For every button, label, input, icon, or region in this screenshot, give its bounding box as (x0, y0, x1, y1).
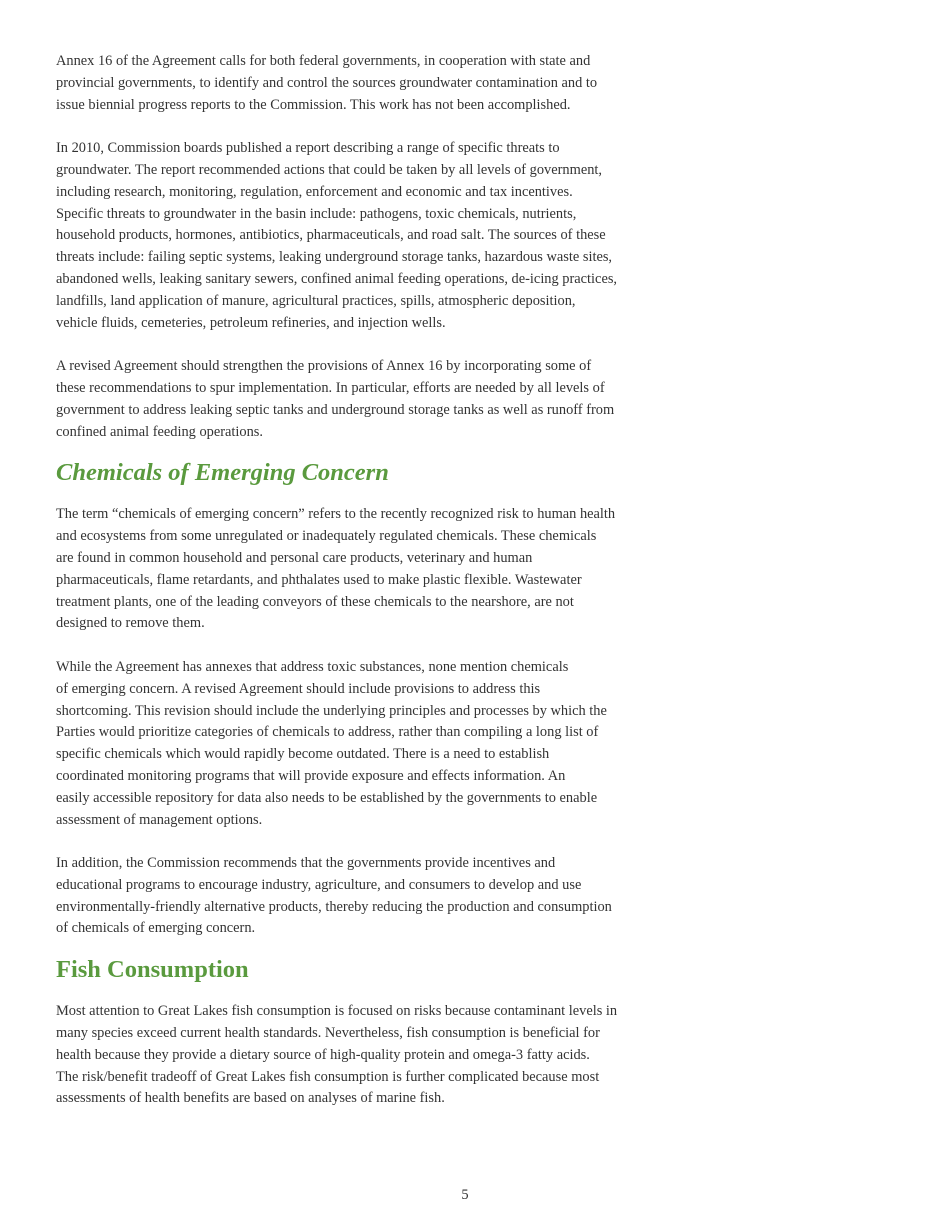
page-number: 5 (461, 1187, 469, 1203)
chemicals-incentives-paragraph: In addition, the Commission recommends that the governments provide incentives and educational programs to encourage industry, agriculture, and consumers to develop and use environmentally-friendly alternative products, thereby reducing the production and consumption of chemicals of emerging concern. (56, 855, 612, 937)
page-content (56, 51, 628, 1110)
fish-consumption-heading: Fish Consumption (56, 956, 249, 984)
chemicals-definition-paragraph: The term “chemicals of emerging concern” refers to the recently recognized risk to human health and ecosystems from some unregulated or inadequately regulated chemicals. These chemicals are found in common household and personal care products, veterinary and human pharmaceuticals, flame retardants, and phthalates used to make plastic flexible. Wastewater treatment plants, one of the leading conveyors of these chemicals to the nearshore, are not designed to remove them. (56, 506, 616, 632)
fish-consumption-paragraph: Most attention to Great Lakes fish consumption is focused on risks because contaminant levels in many species exceed current health standards. Nevertheless, fish consumption is beneficial for health because they provide a dietary source of high-quality protein and omega-3 fatty acids. The risk/benefit tradeoff of Great Lakes fish consumption is further complicated because most assessments of health benefits are based on analyses of marine fish. (56, 1003, 618, 1107)
groundwater-annex-paragraph: Annex 16 of the Agreement calls for both federal governments, in cooperation with state and provincial governments, to identify and control the sources groundwater contamination and to issue biennial progress reports to the Commission. This work has not been accomplished. (56, 53, 598, 113)
groundwater-threats-paragraph: In 2010, Commission boards published a report describing a range of specific threats to groundwater. The report recommended actions that could be taken by all levels of government, including research, monitoring, regulation, enforcement and economic and tax incentives. Specific threats to groundwater in the basin include: pathogens, toxic chemicals, nutrients, household products, hormones, antibiotics, pharmaceuticals, and road salt. The sources of these threats include: failing septic systems, leaking underground storage tanks, hazardous waste sites, abandoned wells, leaking sanitary sewers, confined animal feeding operations, de-icing practices, landfills, land application of manure, agricultural practices, spills, atmospheric deposition, vehicle fluids, cemeteries, petroleum refineries, and injection wells. (56, 140, 618, 331)
chemicals-agreement-paragraph: While the Agreement has annexes that address toxic substances, none mention chemicals of emerging concern. A revised Agreement should include provisions to address this shortcoming. This revision should include the underlying principles and processes by which the Parties would prioritize categories of chemicals to address, rather than compiling a long list of specific chemicals which would rapidly become outdated. There is a need to establish coordinated monitoring programs that will provide exposure and effects information. An easily accessible repository for data also needs to be established by the governments to enable assessment of management options. (56, 658, 607, 828)
groundwater-recommendation-paragraph: A revised Agreement should strengthen the provisions of Annex 16 by incorporating some of these recommendations to spur implementation. In particular, efforts are needed by all levels of government to address leaking septic tanks and underground storage tanks as well as runoff from confined animal feeding operations. (56, 358, 615, 440)
chemicals-heading: Chemicals of Emerging Concern (56, 459, 389, 487)
